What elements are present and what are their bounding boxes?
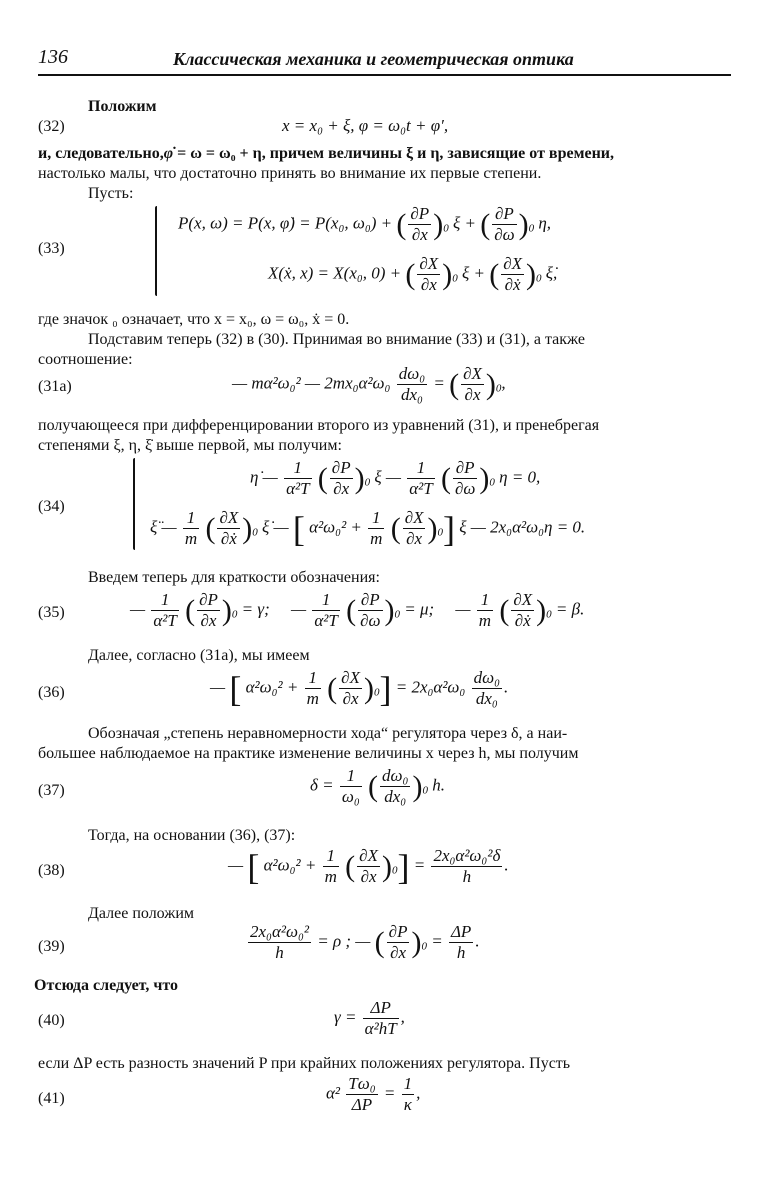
frac-37b: $\frac{\text{dω₀}}{\text{dx₀}}$ — [382, 766, 409, 806]
frac-dX-dxdot-34: $\frac{\partial X}{\text{∂ẋ}}$ — [219, 508, 239, 548]
eq38-rhs: 2x₀α²ω₀²δ — [433, 846, 501, 865]
eq-number-32: (32) — [38, 118, 65, 135]
equation-35: — $\frac{1}{\text{α²T}}$ ( $\frac{\partial P}{\partial x}$ )$_0 = \gamma$; — $\frac{1}{\text{α²T}}$ ( $\frac{\partial P}{\partial\omega}$ )$_0 = \mu$; — $\frac{1}{m}$ ( $\frac{\partial X}{\text{∂ẋ}}$ )$_0 = \beta$. — [130, 590, 585, 630]
frac-41b: $\frac{1}{\kappa}$ — [403, 1074, 413, 1114]
frac-1-m-b: $\frac{1}{m}$ — [370, 508, 383, 548]
eq40-lhs: γ = — [334, 1007, 357, 1027]
frac-dP-dx-34: $\frac{\partial P}{\partial x}$ — [331, 458, 351, 498]
eq31a-lhs: — mα²ω₀² — 2mx₀α²ω₀ — [232, 373, 391, 393]
eq34b-tail: ξ — 2x₀α²ω₀η = 0. — [459, 517, 586, 537]
frac-dX-dx-31a: $\frac{\partial X}{\partial x}$ — [463, 364, 482, 404]
eq39-lhs: 2x₀α²ω₀² — [250, 922, 309, 941]
text-p10: Введем теперь для краткости обозначения: — [88, 569, 380, 586]
text-p14: Тогда, на основании (36), (37): — [88, 827, 296, 844]
eq34a-tail: η = 0, — [499, 467, 541, 487]
text-p2a: и, следовательно, — [38, 145, 164, 162]
frac-39a: $\frac{\text{2x₀α²ω₀²}}{h}$ — [250, 922, 309, 962]
frac-1-m: $\frac{1}{m}$ — [184, 508, 198, 548]
frac-1-a2T: $\frac{1}{\text{α²T}}$ — [286, 458, 310, 498]
text-p3: настолько малы, что достаточно принять во внимание их первые степени. — [38, 165, 542, 182]
text-p6: Подставим теперь (32) в (30). Принимая во внимание (33) и (31), а также — [88, 331, 585, 348]
frac-35e: $\frac{1}{m}$ — [478, 590, 492, 630]
equation-32: x = x₀ + ξ, φ = ω₀t + φ′, — [282, 116, 449, 135]
eq-number-38: (38) — [38, 862, 65, 879]
frac-35b: $\frac{\partial P}{\partial x}$ — [199, 590, 218, 630]
running-header — [38, 46, 731, 72]
frac-36b: $\frac{\partial X}{\partial x}$ — [341, 668, 360, 708]
eq-number-37: (37) — [38, 782, 65, 799]
text-polozhim: Положим — [88, 98, 157, 115]
eq-number-41: (41) — [38, 1090, 65, 1107]
eq41-lhs: α² — [326, 1083, 341, 1103]
frac-39c: $\frac{\Delta P}{h}$ — [450, 922, 472, 962]
frac-35f: $\frac{\partial X}{\text{∂ẋ}}$ — [513, 590, 533, 630]
frac-37a: $\frac{1}{\text{ω₀}}$ — [341, 766, 360, 806]
eq-number-36: (36) — [38, 684, 65, 701]
frac-38a: $\frac{1}{m}$ — [324, 846, 337, 886]
page-number: 136 — [38, 46, 68, 68]
text-p17: если ΔP есть разность значений P при крайних положениях регулятора. Пусть — [38, 1055, 571, 1072]
equation-36: — [ α²ω₀² + $\frac{1}{m}$ ( $\frac{\partial X}{\partial x}$ )$_0] = 2x_0\alpha^2\omega_0$ $\frac{\text{dω₀}}{\text{dx₀}}$ . — [210, 668, 509, 709]
eq-number-39: (39) — [38, 938, 65, 955]
left-brace-33 — [155, 206, 157, 296]
equation-34b: ξ̈ — $\frac{1}{m}$ ( $\frac{\partial X}{\text{∂ẋ}}$ )$_0$ ξ̇ — [ α²ω₀² + $\frac{1}{m}$ ( $\frac{\partial X}{\partial x}$ )$_0$] ξ — 2x₀α²ω₀η = 0. — [150, 508, 586, 549]
paren: ( — [396, 207, 407, 241]
text-p2b: = ω = ω₀ + η, причем величины ξ и η, зависящие от времени, — [177, 145, 615, 162]
frac-39b: $\frac{\partial P}{\partial x}$ — [388, 922, 408, 962]
frac-dX-dx: $\frac{\partial X}{\partial x}$ — [419, 254, 439, 294]
equation-41: α² $\frac{\text{Tω₀}}{\Delta P}$ = $\frac{1}{\kappa}$ , — [326, 1074, 421, 1114]
text-p9: степенями ξ, η, ξ̇ выше первой, мы получим: — [38, 437, 342, 454]
equation-33a: P(x, ω) = P(x, φ̇) = P(x₀, ω₀) + ( $\frac{\partial P}{\partial x}$ )$_0$ ξ + ( $\frac{\partial P}{\partial\omega}$ )$_0$ η, — [178, 204, 552, 244]
eq33a-lhs: P(x, ω) = P(x, φ̇) = P(x₀, ω₀) + — [178, 213, 393, 233]
frac-domega0-dx0: $\frac{\text{dω₀}}{\text{dx₀}}$ — [398, 364, 426, 404]
eq-number-31a: (31a) — [38, 378, 72, 395]
frac-41a: $\frac{\text{Tω₀}}{\Delta P}$ — [348, 1074, 376, 1114]
frac-dP-dx: $\frac{\partial P}{\partial x}$ — [410, 204, 430, 244]
frac-38c: $\frac{\text{2x₀α²ω₀²δ}}{h}$ — [433, 846, 501, 886]
frac-dX-dxdot: $\frac{\partial X}{\text{∂ẋ}}$ — [503, 254, 523, 294]
frac-dP-domega: $\frac{\partial P}{\partial\omega}$ — [494, 204, 515, 244]
equation-40: γ = $\frac{\Delta P}{\text{α²hT}}$ , — [334, 998, 405, 1038]
text-p15: Далее положим — [88, 905, 195, 922]
equation-37: δ = $\frac{1}{\text{ω₀}}$ ( $\frac{\text{dω₀}}{\text{dx₀}}$ )$_0$ h. — [310, 766, 445, 806]
eq-number-33: (33) — [38, 240, 65, 257]
text-p11: Далее, согласно (31а), мы имеем — [88, 647, 310, 664]
frac-36c: $\frac{\text{dω₀}}{\text{dx₀}}$ — [473, 668, 501, 708]
eq-number-35: (35) — [38, 604, 65, 621]
frac-dP-domega-34: $\frac{\partial P}{\partial\omega}$ — [454, 458, 476, 498]
frac-1-a2T-b: $\frac{1}{\text{α²T}}$ — [409, 458, 433, 498]
eq33b-lhs: X(ẋ, x) = X(x₀, 0) + — [268, 263, 402, 283]
text-p13: большее наблюдаемое на практике изменение величины x через h, мы получим — [38, 745, 579, 762]
equation-31a: — mα²ω₀² — 2mx₀α²ω₀ $\frac{\text{dω₀}}{\text{dx₀}}$ = ( $\frac{\partial X}{\partial x}$ )$_0$, — [232, 364, 506, 404]
frac-35a: $\frac{1}{\text{α²T}}$ — [153, 590, 177, 630]
frac-38b: $\frac{\partial X}{\partial x}$ — [359, 846, 378, 886]
eq-number-34: (34) — [38, 498, 65, 515]
text-p7: соотношение: — [38, 351, 133, 368]
frac-35c: $\frac{1}{\text{α²T}}$ — [314, 590, 338, 630]
header-rule — [38, 74, 731, 76]
equation-39: $\frac{\text{2x₀α²ω₀²}}{h}$ = ρ ; — ( $\frac{\partial P}{\partial x}$ )$_0$ = $\frac{\Delta P}{h}$ . — [250, 922, 480, 962]
paren: ( — [480, 207, 491, 241]
text-pust: Пусть: — [88, 185, 134, 202]
eq36-rhs: = 2x₀α²ω₀ — [395, 677, 466, 697]
text-p8: получающееся при дифференцировании второго из уравнений (31), и пренебрегая — [38, 417, 600, 434]
text-line-p2 — [38, 144, 614, 164]
frac-dX-dx-34: $\frac{\partial X}{\partial x}$ — [404, 508, 424, 548]
equation-33b: X(ẋ, x) = X(x₀, 0) + ( $\frac{\partial X}{\partial x}$ )$_0$ ξ + ( $\frac{\partial X}{\text{∂ẋ}}$ )$_0$ ξ̇, — [268, 254, 558, 294]
frac-35d: $\frac{\partial P}{\partial\omega}$ — [360, 590, 381, 630]
text-p16: Отсюда следует, что — [34, 977, 179, 994]
frac-36a: $\frac{1}{m}$ — [306, 668, 319, 708]
equation-38: — [ α²ω₀² + $\frac{1}{m}$ ( $\frac{\partial X}{\partial x}$ )$_0$] = $\frac{\text{2x₀α²ω₀²δ}}{h}$ . — [228, 846, 509, 887]
phi-dot-symbol: φ̇ — [163, 145, 178, 162]
equation-34a: η̇ — $\frac{1}{\text{α²T}}$ ( $\frac{\partial P}{\partial x}$ )$_0$ ξ — $\frac{1}{\text{α²T}}$ ( $\frac{\partial P}{\partial\omega}$ )$_0$ η = 0, — [250, 458, 541, 498]
frac-40a: $\frac{\Delta P}{\text{α²hT}}$ — [364, 998, 397, 1038]
left-brace-34 — [133, 458, 135, 550]
text-p5: где значок ₀ означает, что x = x₀, ω = ω₀, ẋ = 0. — [38, 311, 350, 328]
running-title: Классическая механика и геометрическая оптика — [173, 49, 574, 69]
eq-number-40: (40) — [38, 1012, 65, 1029]
text-p12: Обозначая „степень неравномерности хода“ регулятора через δ, а наи- — [88, 725, 568, 742]
